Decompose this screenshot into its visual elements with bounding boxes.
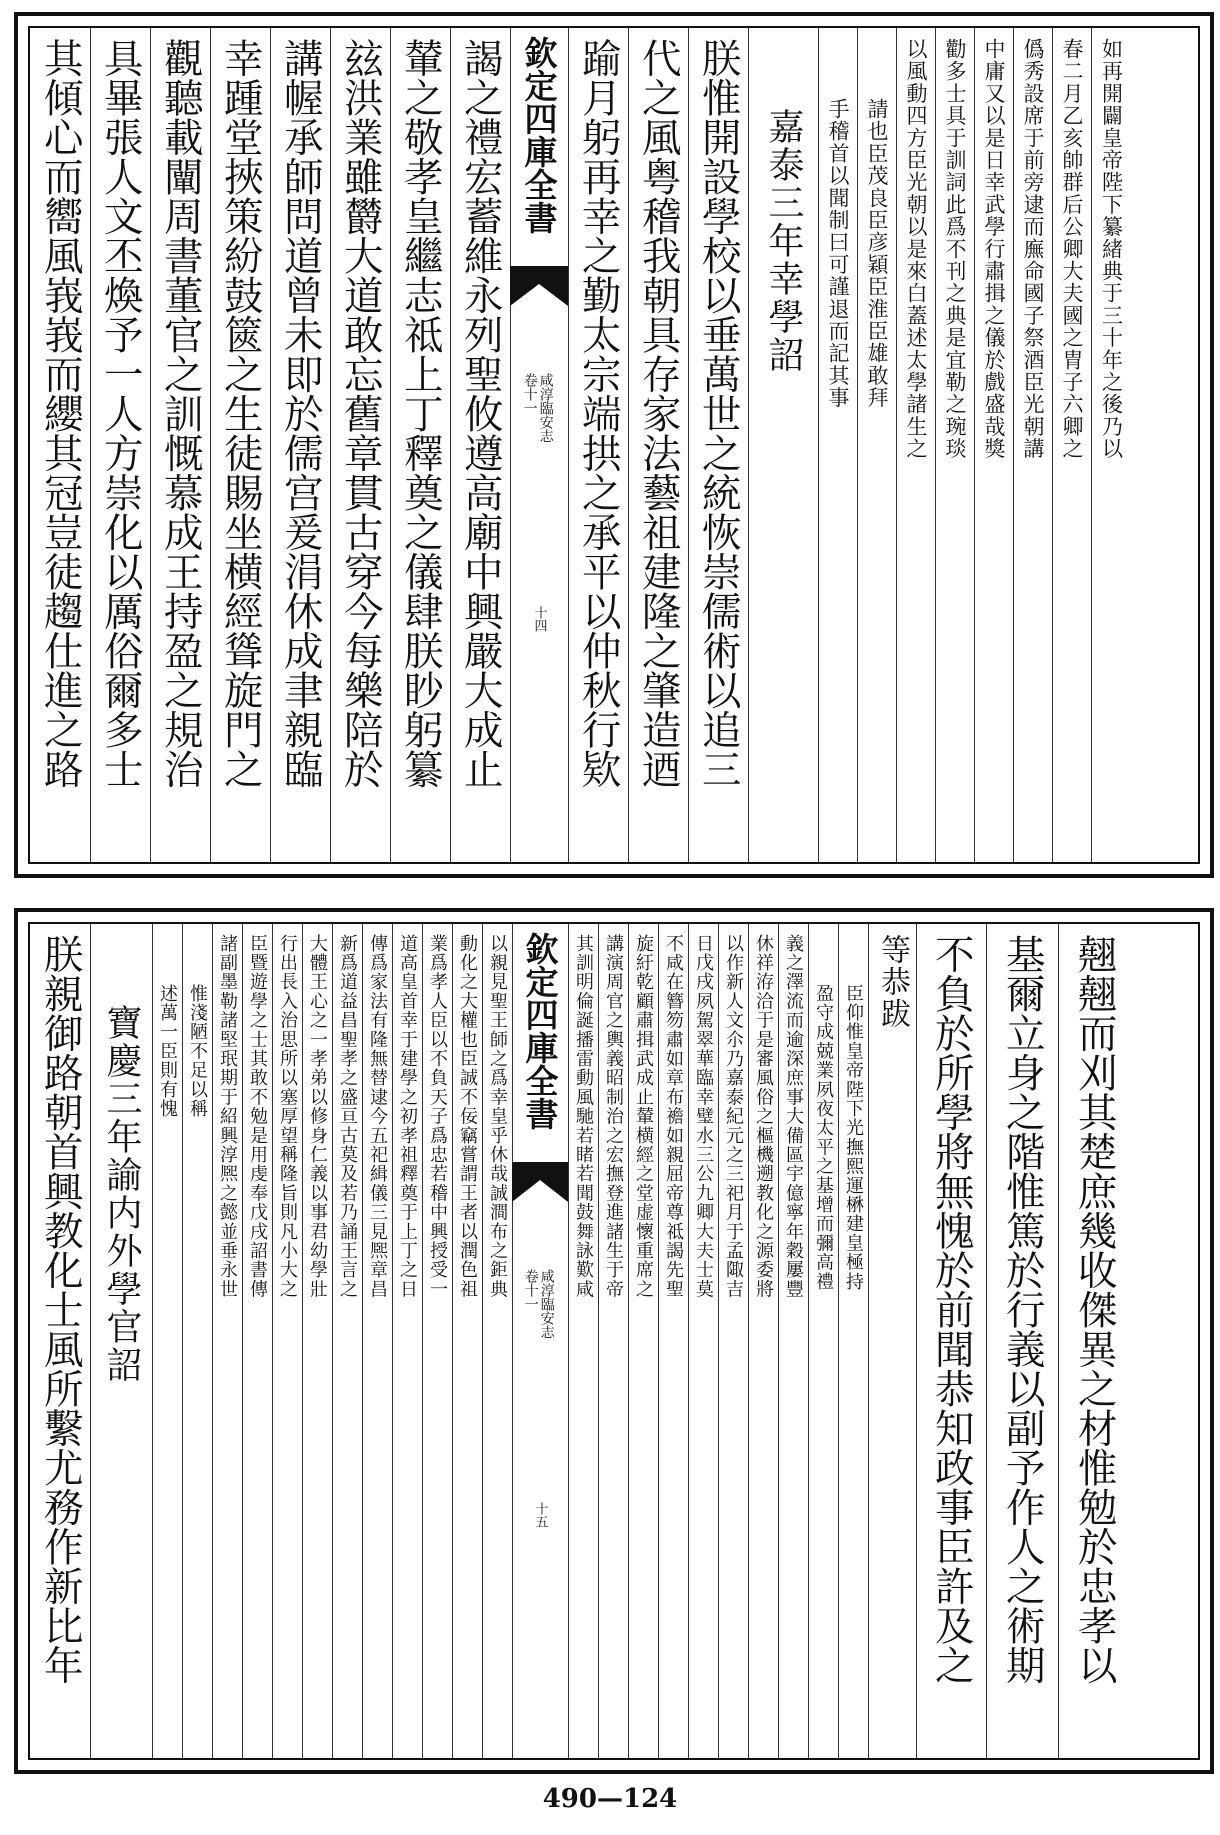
text-column bbox=[598, 924, 629, 1758]
column-text: 講幄承師問道曾未即於儒宫爰涓休成聿親臨 bbox=[277, 38, 324, 789]
column-text: 以風動四方臣光朝以是來白蓋述太學諸生之 bbox=[904, 38, 928, 460]
column-text: 觀聽載闡周書董官之訓慨慕成王持盈之規治 bbox=[157, 38, 204, 789]
center-title: 欽定四庫全書 bbox=[519, 36, 559, 234]
column-text: 述萬一臣則有愧 bbox=[157, 984, 178, 1119]
column-text: 旋紆乾顧肅揖武成止輦横經之堂虚懷重席之 bbox=[633, 934, 654, 1299]
center-fold bbox=[510, 28, 569, 862]
text-column bbox=[90, 28, 151, 862]
text-column bbox=[778, 924, 809, 1758]
text-column bbox=[482, 924, 513, 1758]
text-column bbox=[152, 924, 183, 1758]
text-column bbox=[450, 28, 511, 862]
text-column bbox=[1091, 28, 1131, 862]
column-text: 如再開闢皇帝陛下纂緒典于三十年之後乃以 bbox=[1099, 38, 1124, 460]
column-text: 翹翹而刈其楚庶幾收傑異之材惟勉於忠孝以 bbox=[1071, 934, 1118, 1685]
text-column bbox=[857, 28, 897, 862]
text-column bbox=[270, 28, 331, 862]
fish-tail-mark bbox=[510, 266, 568, 306]
text-column bbox=[658, 924, 689, 1758]
center-title: 欽定四庫全書 bbox=[520, 932, 560, 1130]
text-column bbox=[1013, 28, 1053, 862]
text-column bbox=[392, 924, 423, 1758]
page-number: 十四 bbox=[531, 606, 547, 632]
column-text: 講演周官之輿義昭制治之宏撫登進諸生于帝 bbox=[603, 934, 624, 1299]
column-text: 惟淺陋不足以稱 bbox=[187, 984, 208, 1119]
text-column bbox=[568, 924, 599, 1758]
column-text: 其訓明倫誕播雷動風馳若睹若聞鼓舞詠歎咸 bbox=[573, 934, 594, 1299]
text-column bbox=[210, 28, 271, 862]
column-text: 其傾心而嚮風峩峩而纓其冠豈徒趨仕進之路 bbox=[37, 38, 84, 789]
column-text: 玆洪業雖欝大道敢忘舊章貫古穿今每樂陪於 bbox=[337, 38, 384, 789]
column-text: 朕親御路朝首興教化士風所繫尤務作新比年 bbox=[37, 934, 84, 1685]
text-column bbox=[150, 28, 211, 862]
footer-page-number: 490—124 bbox=[542, 1784, 678, 1814]
text-column bbox=[30, 28, 91, 862]
top-page-frame bbox=[28, 26, 1200, 864]
column-text: 義之澤流而逾深庶事大備區宇億寧年穀屢豐 bbox=[783, 934, 804, 1299]
column-text: 勸多士具于訓詞此爲不刊之典是宜勒之琬琰 bbox=[943, 38, 967, 460]
text-column bbox=[332, 924, 363, 1758]
text-column bbox=[452, 924, 483, 1758]
column-text: 以親見聖王師之爲幸皇乎休哉誠澗布之鉅典 bbox=[487, 934, 508, 1299]
text-column bbox=[838, 924, 869, 1758]
text-column bbox=[272, 924, 303, 1758]
text-column bbox=[302, 924, 333, 1758]
column-text: 以作新人文尒乃嘉泰紀元之三祀月于孟陬吉 bbox=[723, 934, 744, 1299]
column-text: 基爾立身之階惟篤於行義以副予作人之術期 bbox=[999, 934, 1046, 1685]
column-text: 日戊戌夙駕翠華臨幸璧水三公九卿大夫士莫 bbox=[693, 934, 714, 1299]
text-column bbox=[748, 924, 779, 1758]
text-column bbox=[818, 28, 858, 862]
text-column bbox=[688, 28, 749, 862]
text-column bbox=[568, 28, 629, 862]
text-column bbox=[718, 924, 749, 1758]
column-text: 諸副墨勒諸堅珉期于紹興淳熈之懿並垂永世 bbox=[217, 934, 238, 1299]
bottom-page-frame bbox=[28, 922, 1200, 1760]
column-text: 手稽首以聞制曰可謹退而記其事 bbox=[826, 98, 850, 409]
text-column bbox=[628, 924, 659, 1758]
column-text: 幸踵堂挾策紛鼓篋之生徒賜坐横經聳旋門之 bbox=[217, 38, 264, 789]
text-column bbox=[808, 924, 839, 1758]
bottom-page bbox=[14, 908, 1214, 1774]
text-column bbox=[182, 924, 213, 1758]
column-text: 中庸又以是日幸武學行肅揖之儀於戲盛哉獎 bbox=[982, 38, 1006, 460]
column-text: 朕惟開設學校以垂萬世之統恢崇儒術以追三 bbox=[695, 38, 742, 789]
text-column bbox=[242, 924, 273, 1758]
column-text: 不咸在簪笏肅如章布襜如親屈帝尊祗謁先聖 bbox=[663, 934, 684, 1299]
title-column bbox=[748, 28, 819, 862]
text-column bbox=[935, 28, 975, 862]
text-column bbox=[422, 924, 453, 1758]
column-text: 動化之大權也臣誠不佞竊嘗謂王者以潤色祖 bbox=[457, 934, 478, 1299]
column-text: 踰月躬再幸之勤太宗端拱之承平以仲秋行欵 bbox=[575, 38, 622, 789]
column-text: 代之風粤稽我朝具存家法藝祖建隆之肇造迺 bbox=[635, 38, 682, 789]
text-column bbox=[628, 28, 689, 862]
column-text: 不負於所學將無愧於前聞恭知政事臣許及之 bbox=[928, 934, 975, 1685]
column-text: 行出長入治思所以塞厚望稱隆旨則凡小大之 bbox=[277, 934, 298, 1299]
column-text: 業爲孝人臣以不負天子爲忠若稽中興授受一 bbox=[427, 934, 448, 1299]
text-column bbox=[212, 924, 243, 1758]
title-column bbox=[90, 924, 153, 1758]
section-title: 寶慶三年諭内外學官詔 bbox=[101, 1004, 142, 1384]
text-column bbox=[362, 924, 393, 1758]
text-column bbox=[390, 28, 451, 862]
text-column bbox=[896, 28, 936, 862]
column-text: 臣仰惟皇帝陛下光撫熙運楙建皇極持 bbox=[843, 984, 864, 1292]
column-text: 具畢張人文丕煥予一人方崇化以厲俗爾多士 bbox=[97, 38, 144, 789]
column-text: 春二月乙亥帥群后公卿大夫國之胄子六卿之 bbox=[1060, 38, 1084, 460]
fish-tail-mark bbox=[512, 1162, 568, 1202]
text-column bbox=[916, 924, 987, 1758]
column-text: 道高皇首幸于建學之初孝祖釋奠于上丁之日 bbox=[397, 934, 418, 1299]
column-text: 傳爲家法有隆無替逮今五祀緝儀三見熈章昌 bbox=[367, 934, 388, 1299]
column-text: 僞秀設席于前旁逮而廡命國子祭酒臣光朝講 bbox=[1021, 38, 1045, 460]
section-title: 嘉泰三年幸學詔 bbox=[763, 108, 804, 374]
column-text: 等恭跋 bbox=[875, 934, 910, 1030]
column-text: 謁之禮宏蓄維永列聖攸遵高廟中興嚴大成止 bbox=[457, 38, 504, 789]
column-text: 休祥洊洽于是審風俗之樞機遡教化之源委將 bbox=[753, 934, 774, 1299]
column-text: 輦之敬孝皇繼志祗上丁釋奠之儀肆朕眇躬纂 bbox=[397, 38, 444, 789]
text-column bbox=[974, 28, 1014, 862]
text-column bbox=[330, 28, 391, 862]
text-column bbox=[688, 924, 719, 1758]
column-text: 請也臣茂良臣彦穎臣淮臣雄敢拜 bbox=[865, 98, 889, 409]
top-page bbox=[14, 12, 1214, 878]
center-sub-left: 卷十一 bbox=[522, 1269, 539, 1311]
page-number: 十五 bbox=[532, 1502, 548, 1528]
center-sub-right: 咸淳臨安志 bbox=[537, 373, 554, 443]
center-sub-right: 咸淳臨安志 bbox=[538, 1269, 555, 1339]
column-text: 臣暨遊學之士其敢不勉是用虔奉戊戌詔書傳 bbox=[247, 934, 268, 1299]
text-column bbox=[30, 924, 91, 1758]
column-text: 盈守成兢業夙夜太平之基增而彌高禮 bbox=[813, 984, 834, 1292]
column-text: 大體王心之一孝弟以修身仁義以事君幼學壯 bbox=[307, 934, 328, 1299]
text-column bbox=[868, 924, 917, 1758]
text-column bbox=[1052, 28, 1092, 862]
column-text: 新爲道益昌聖孝之盛亘古莫及若乃誦王言之 bbox=[337, 934, 358, 1299]
text-column bbox=[986, 924, 1059, 1758]
text-column bbox=[1058, 924, 1130, 1758]
center-sub-left: 卷十一 bbox=[521, 373, 538, 415]
center-fold bbox=[512, 924, 569, 1758]
